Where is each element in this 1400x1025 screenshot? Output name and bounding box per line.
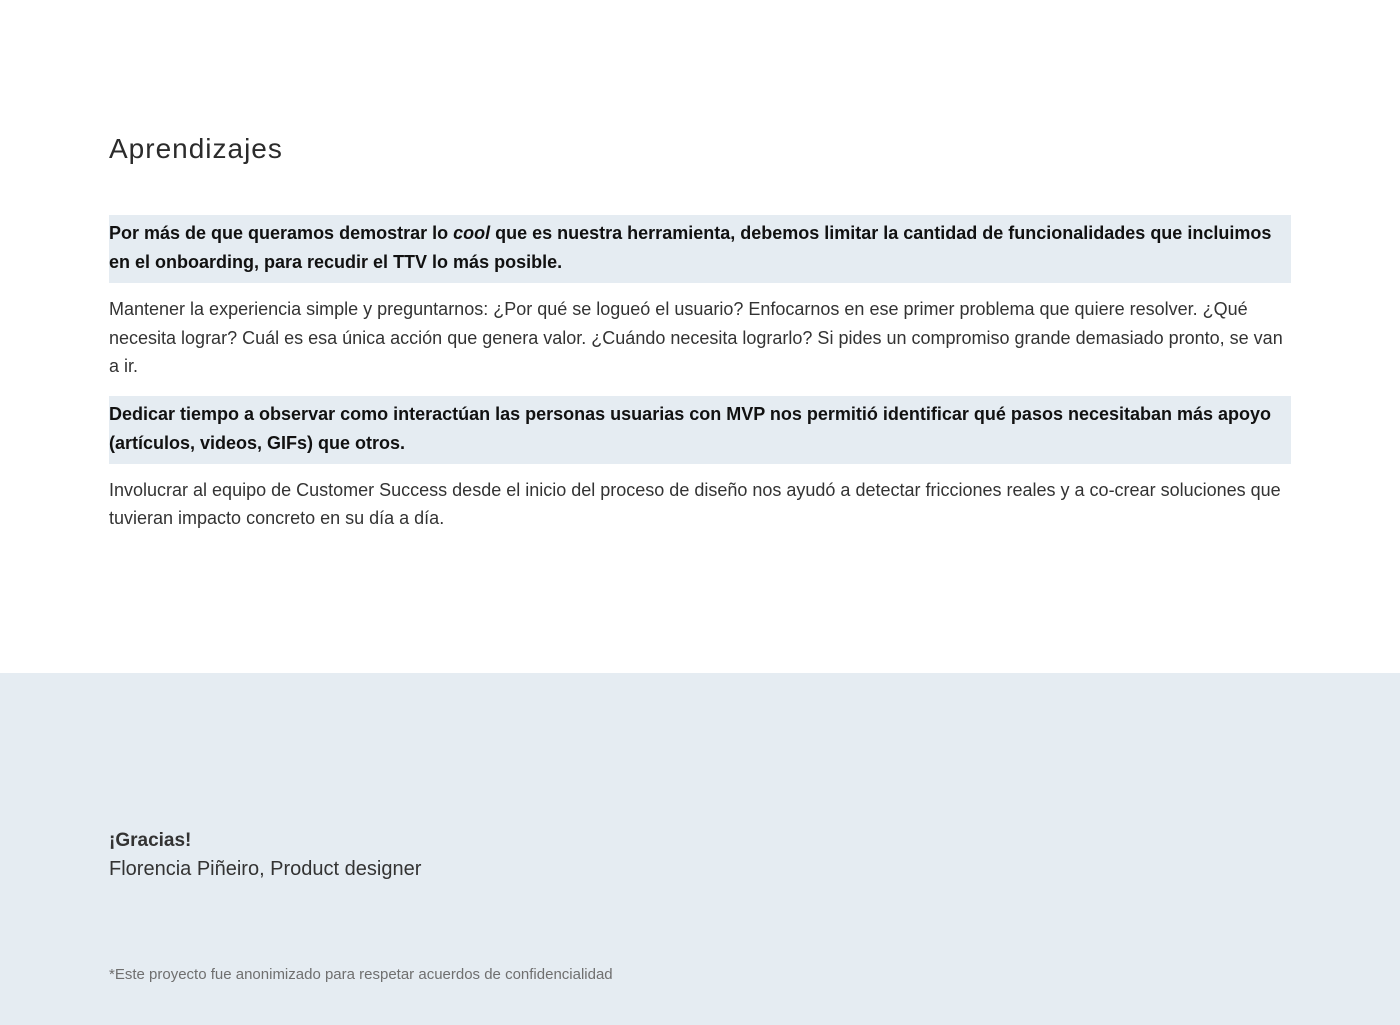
learning-1-text-start: Por más de que queramos demostrar lo — [109, 223, 454, 243]
thanks-heading: ¡Gracias! — [109, 830, 192, 851]
highlight-learning-3: Dedicar tiempo a observar como interactúan las personas usuarias con MVP nos permitió identificar qué pasos necesitaban más apoyo (artículos, videos, GIFs) que otros. — [109, 396, 1291, 464]
highlight-learning-1 — [109, 215, 1291, 283]
confidentiality-footnote: *Este proyecto fue anonimizado para respetar acuerdos de confidencialidad — [109, 966, 613, 983]
footer-section — [0, 673, 1400, 1025]
author-credit: Florencia Piñeiro, Product designer — [109, 858, 422, 880]
section-title: Aprendizajes — [109, 133, 283, 164]
learnings-content — [109, 128, 1291, 548]
learning-paragraph-2: Mantener la experiencia simple y preguntarnos: ¿Por qué se logueó el usuario? Enfocarnos en ese primer problema que quiere resolver. ¿Qué necesita lograr? Cuál es esa única acción que genera valor. ¿Cuándo necesita lograrlo? Si pides un compromiso grande demasiado pronto, se van a ir. — [109, 299, 1283, 376]
learning-1-text-end: que es nuestra herramienta, debemos limitar la cantidad de funcionalidades que incluimos en el onboarding, para recudir el TTV lo más posible. — [109, 223, 1272, 272]
learnings-list — [109, 215, 1291, 548]
learning-paragraph-4: Involucrar al equipo de Customer Success desde el inicio del proceso de diseño nos ayudó a detectar fricciones reales y a co-crear soluciones que tuvieran impacto concreto en su día a día. — [109, 479, 1281, 528]
learning-1-emphasis: cool — [453, 223, 491, 243]
